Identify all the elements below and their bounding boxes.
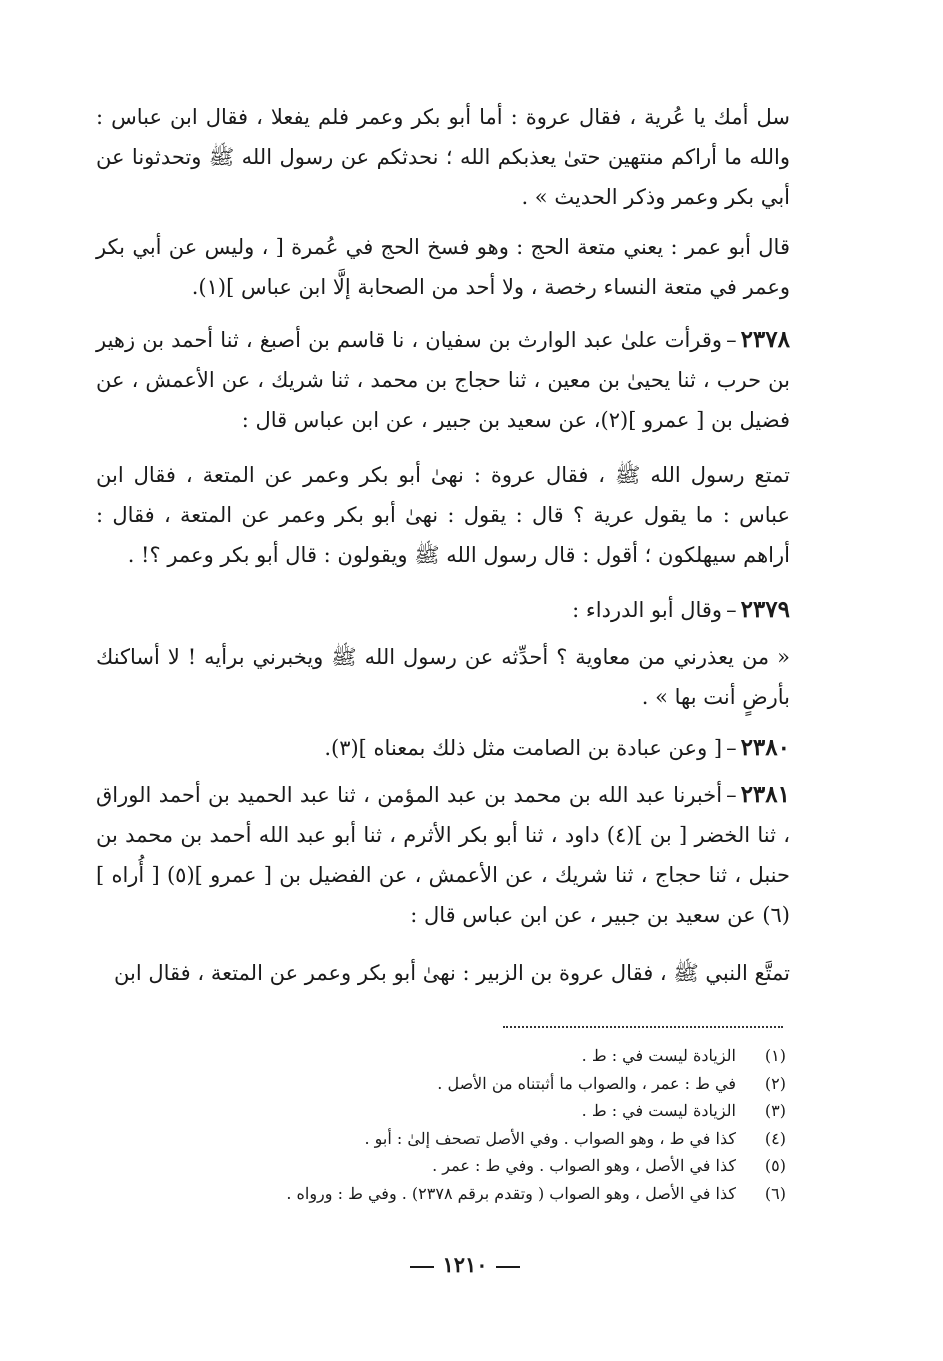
paragraph-2 xyxy=(96,227,790,307)
paragraph-text: تمتَّع النبي ﷺ ، فقال عروة بن الزبير : نهىٰ أبو بكر وعمر عن المتعة ، فقال ابن xyxy=(114,961,790,985)
hadith-number: ٢٣٧٨ xyxy=(740,326,790,353)
paragraph-text: سل أمك يا عُرية ، فقال عروة : أما أبو بكر وعمر فلم يفعلا ، فقال ابن عباس : والله ما أراكم منتهين حتىٰ يعذبكم الله ؛ نحدثكم عن رسول الله ﷺ وتحدثونا عن أبي بكر وعمر وذكر الحديث » . xyxy=(96,105,790,209)
dash: – xyxy=(726,328,737,352)
rule-right xyxy=(496,1266,520,1268)
dash: – xyxy=(726,598,737,622)
footnote-text: كذا في ط ، وهو الصواب . وفي الأصل تصحف إلىٰ : أبو . xyxy=(364,1128,736,1148)
rule-left xyxy=(410,1266,434,1268)
paragraph-text: [ وعن عبادة بن الصامت مثل ذلك بمعناه ](٣). xyxy=(324,736,723,760)
paragraph-text: تمتع رسول الله ﷺ ، فقال عروة : نهىٰ أبو بكر وعمر عن المتعة ، فقال ابن عباس : ما يقول عرية ؟ قال : يقول : نهىٰ أبو بكر وعمر عن المتعة ، فقال : أراهم سيهلكون ؛ أقول : قال رسول الله ﷺ ويقولون : قال أبو بكر وعمر ؟! . xyxy=(96,463,790,567)
dash: – xyxy=(726,783,737,807)
footnote-3 xyxy=(150,1097,786,1125)
hadith-number: ٢٣٨٠ xyxy=(740,734,790,761)
hadith-number: ٢٣٨١ xyxy=(740,781,790,808)
footnote-marker: (٢) xyxy=(764,1073,786,1093)
footnote-marker: (١) xyxy=(764,1046,786,1065)
paragraph-9 xyxy=(96,953,790,993)
dash: – xyxy=(726,736,737,760)
paragraph-4 xyxy=(96,455,790,575)
footnote-1 xyxy=(150,1042,786,1070)
footnote-text: الزيادة ليست في : ط . xyxy=(581,1046,736,1065)
footnotes xyxy=(150,1042,786,1207)
footnote-4 xyxy=(150,1125,786,1153)
footnote-text: في ط : عمر ، والصواب ما أثبتناه من الأصل . xyxy=(437,1073,736,1093)
hadith-2379 xyxy=(96,590,790,630)
page-number-value: ١٢١٠ xyxy=(442,1252,488,1277)
hadith-number: ٢٣٧٩ xyxy=(740,596,790,623)
footnote-text: الزيادة ليست في : ط . xyxy=(581,1101,736,1120)
hadith-2380 xyxy=(96,728,790,768)
paragraph-6 xyxy=(96,637,790,717)
hadith-2378 xyxy=(96,320,790,440)
page-number xyxy=(340,1252,590,1277)
footnote-5 xyxy=(150,1152,786,1180)
footnote-divider xyxy=(503,1026,783,1028)
hadith-2381 xyxy=(96,775,790,935)
paragraph-text: أخبرنا عبد الله بن محمد بن عبد المؤمن ، ثنا عبد الحميد بن أحمد الوراق ، ثنا الخضر [ بن ](٤) داود ، ثنا أبو بكر الأثرم ، ثنا أبو عبد الله أحمد بن محمد بن حنبل ، ثنا حجاج ، ثنا شريك ، عن الأعمش ، عن الفضيل بن [ عمرو ](٥) [ أُراه ](٦) عن سعيد بن جبير ، عن ابن عباس قال : xyxy=(96,783,790,927)
footnote-text: كذا في الأصل ، وهو الصواب ( وتقدم برقم ٢٣٧٨) . وفي ط : ورواه . xyxy=(286,1183,736,1203)
footnote-text: كذا في الأصل ، وهو الصواب . وفي ط : عمر . xyxy=(432,1156,736,1175)
footnote-6 xyxy=(150,1180,786,1208)
paragraph-text: وقرأت علىٰ عبد الوارث بن سفيان ، نا قاسم بن أصبغ ، ثنا أحمد بن زهير بن حرب ، ثنا يحيىٰ بن معين ، ثنا حجاج بن محمد ، ثنا شريك ، عن الأعمش ، عن فضيل بن [ عمرو ](٢)، عن سعيد بن جبير ، عن ابن عباس قال : xyxy=(96,328,790,432)
footnote-marker: (٤) xyxy=(764,1128,786,1148)
footnote-marker: (٦) xyxy=(764,1183,786,1203)
footnote-2 xyxy=(150,1070,786,1098)
paragraph-text: قال أبو عمر : يعني متعة الحج : وهو فسخ الحج في عُمرة [ ، وليس عن أبي بكر وعمر في متعة النساء رخصة ، ولا أحد من الصحابة إلَّا ابن عباس ](١). xyxy=(96,235,790,299)
footnote-marker: (٥) xyxy=(764,1156,786,1175)
paragraph-text: « من يعذرني من معاوية ؟ أحدِّثه عن رسول الله ﷺ ويخبرني برأيه ! لا أساكنك بأرضٍ أنت بها » . xyxy=(96,645,790,709)
paragraph-text: وقال أبو الدرداء : xyxy=(572,598,723,622)
footnote-marker: (٣) xyxy=(764,1101,786,1120)
paragraph-1 xyxy=(96,97,790,217)
